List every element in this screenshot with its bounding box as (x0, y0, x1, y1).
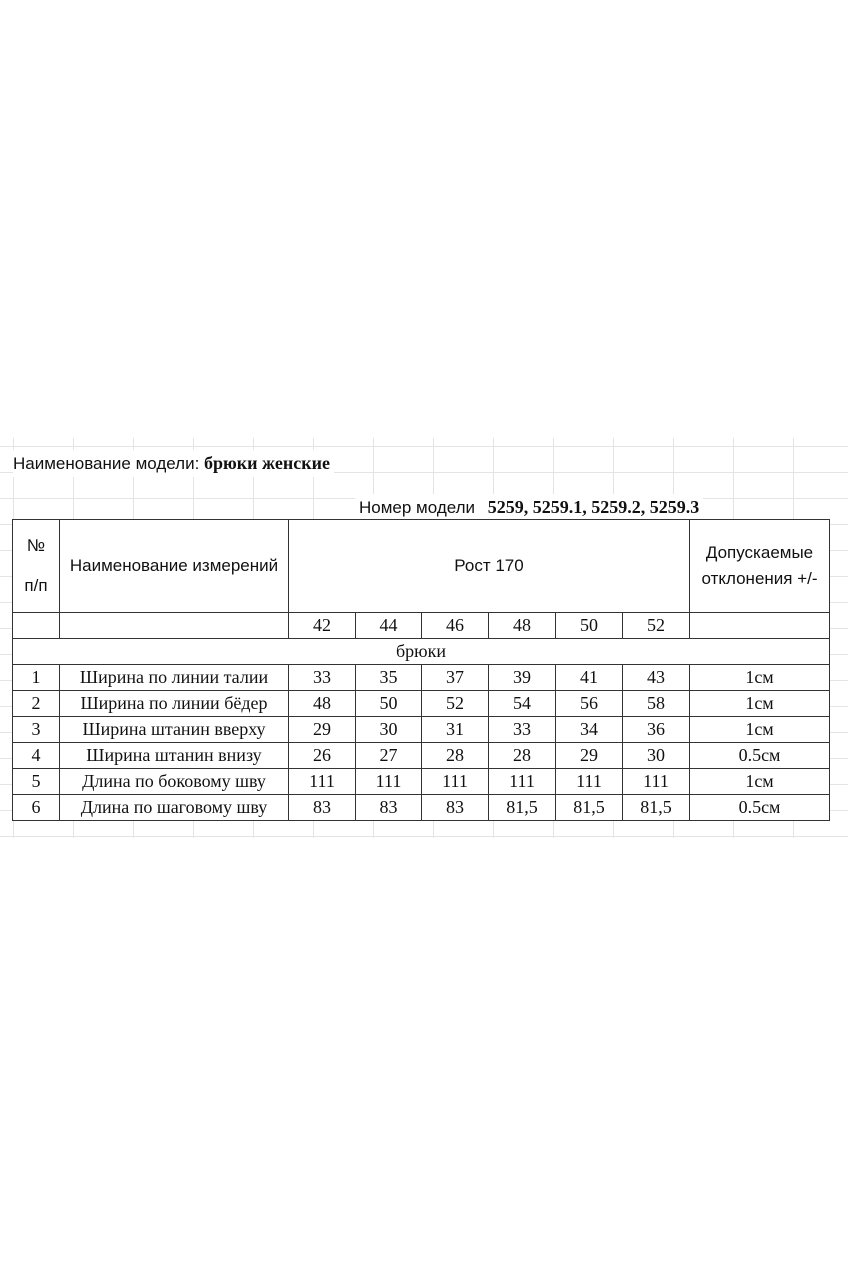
model-name-value: брюки женские (204, 453, 330, 473)
value-cell: 83 (422, 795, 489, 821)
value-cell: 111 (289, 769, 356, 795)
header-measure-cell: Наименование измерений (60, 520, 289, 613)
tolerance-cell: 0.5см (690, 795, 830, 821)
header-number-abbr: п/п (24, 576, 48, 595)
value-cell: 33 (289, 665, 356, 691)
value-cell: 54 (489, 691, 556, 717)
value-cell: 41 (556, 665, 623, 691)
value-cell: 31 (422, 717, 489, 743)
value-cell: 111 (556, 769, 623, 795)
value-cell: 52 (422, 691, 489, 717)
header-height-cell: Рост 170 (289, 520, 690, 613)
tolerance-cell: 1см (690, 665, 830, 691)
sizes-blank-cell (13, 613, 60, 639)
row-name-cell: Длина по боковому шву (60, 769, 289, 795)
sizes-row (13, 613, 830, 639)
header-row (13, 520, 830, 613)
model-name-label: Наименование модели: (13, 454, 200, 473)
size-cell: 48 (489, 613, 556, 639)
table-row (13, 717, 830, 743)
value-cell: 34 (556, 717, 623, 743)
value-cell: 29 (289, 717, 356, 743)
row-name-cell: Ширина по линии бёдер (60, 691, 289, 717)
model-name-line (13, 450, 334, 477)
tolerance-cell: 1см (690, 769, 830, 795)
value-cell: 81,5 (623, 795, 690, 821)
value-cell: 36 (623, 717, 690, 743)
table-row (13, 691, 830, 717)
tolerance-cell: 0.5см (690, 743, 830, 769)
value-cell: 28 (422, 743, 489, 769)
header-number-symbol: № (26, 536, 46, 555)
value-cell: 37 (422, 665, 489, 691)
row-number-cell: 3 (13, 717, 60, 743)
model-number-value: 5259, 5259.1, 5259.2, 5259.3 (487, 497, 700, 517)
value-cell: 56 (556, 691, 623, 717)
header-tolerance-cell: Допускаемые отклонения +/- (690, 520, 830, 613)
value-cell: 27 (356, 743, 422, 769)
model-number-label: Номер модели (359, 498, 476, 517)
value-cell: 48 (289, 691, 356, 717)
value-cell: 83 (356, 795, 422, 821)
size-cell: 52 (623, 613, 690, 639)
size-chart-table (12, 519, 830, 821)
size-cell: 42 (289, 613, 356, 639)
section-label-cell: брюки (13, 639, 830, 665)
row-name-cell: Ширина штанин внизу (60, 743, 289, 769)
sizes-blank-cell (690, 613, 830, 639)
sizes-blank-cell (60, 613, 289, 639)
value-cell: 81,5 (489, 795, 556, 821)
value-cell: 111 (489, 769, 556, 795)
table-row (13, 743, 830, 769)
value-cell: 35 (356, 665, 422, 691)
value-cell: 83 (289, 795, 356, 821)
row-number-cell: 4 (13, 743, 60, 769)
value-cell: 58 (623, 691, 690, 717)
value-cell: 43 (623, 665, 690, 691)
row-number-cell: 6 (13, 795, 60, 821)
value-cell: 26 (289, 743, 356, 769)
value-cell: 111 (356, 769, 422, 795)
value-cell: 29 (556, 743, 623, 769)
header-number-cell (13, 520, 60, 613)
size-cell: 50 (556, 613, 623, 639)
size-cell: 44 (356, 613, 422, 639)
value-cell: 33 (489, 717, 556, 743)
row-name-cell: Ширина штанин вверху (60, 717, 289, 743)
table-row (13, 795, 830, 821)
value-cell: 39 (489, 665, 556, 691)
table-row (13, 665, 830, 691)
value-cell: 28 (489, 743, 556, 769)
row-name-cell: Длина по шаговому шву (60, 795, 289, 821)
row-number-cell: 5 (13, 769, 60, 795)
tolerance-cell: 1см (690, 691, 830, 717)
tolerance-cell: 1см (690, 717, 830, 743)
value-cell: 111 (422, 769, 489, 795)
value-cell: 30 (356, 717, 422, 743)
row-number-cell: 2 (13, 691, 60, 717)
value-cell: 111 (623, 769, 690, 795)
value-cell: 30 (623, 743, 690, 769)
row-number-cell: 1 (13, 665, 60, 691)
table-row (13, 769, 830, 795)
row-name-cell: Ширина по линии талии (60, 665, 289, 691)
size-cell: 46 (422, 613, 489, 639)
value-cell: 81,5 (556, 795, 623, 821)
model-number-line (355, 494, 703, 521)
section-row (13, 639, 830, 665)
value-cell: 50 (356, 691, 422, 717)
